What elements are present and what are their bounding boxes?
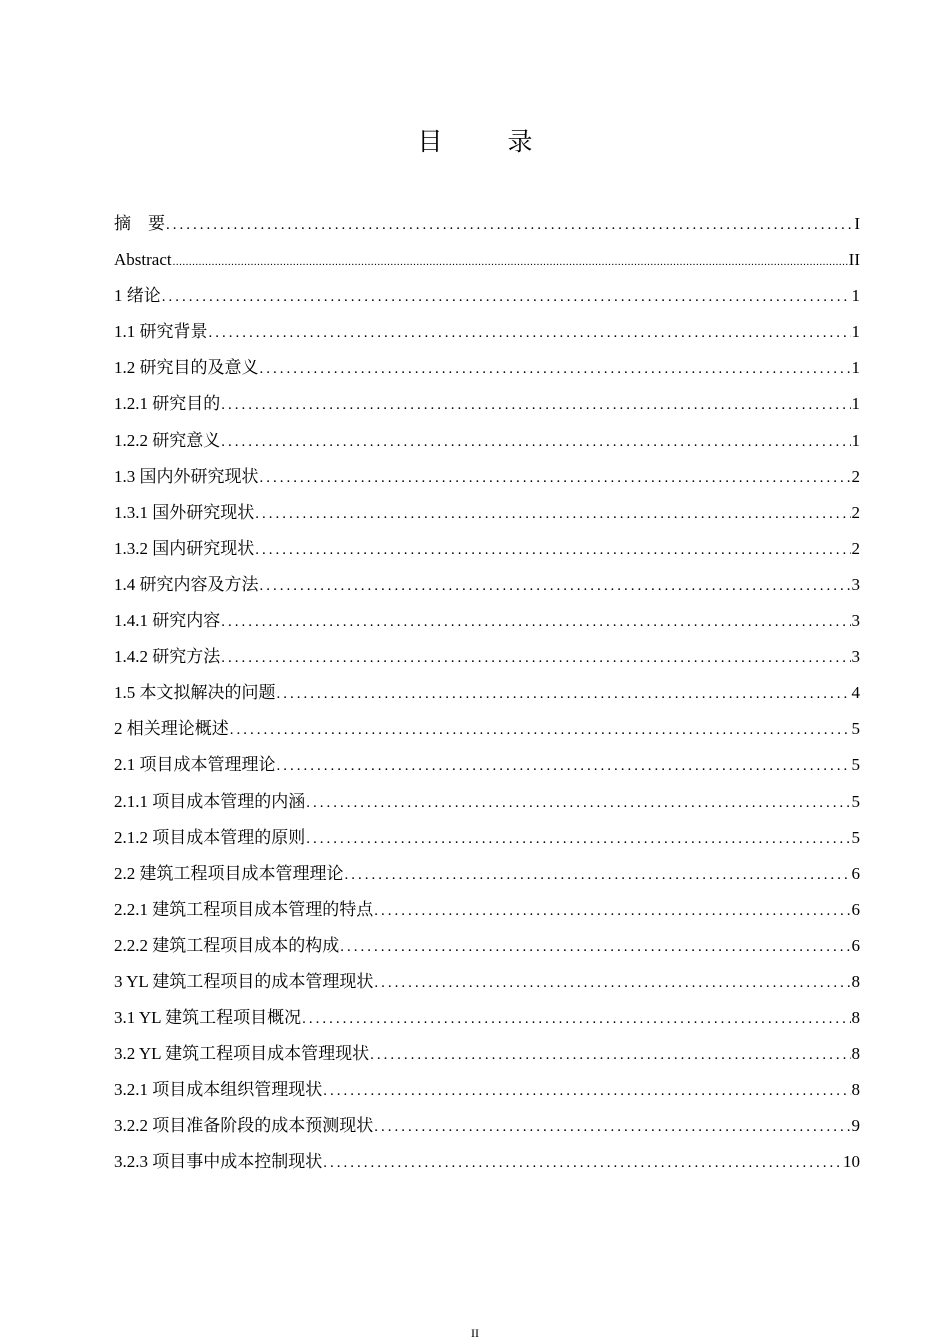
toc-entry[interactable] bbox=[114, 392, 860, 428]
toc-dot-leader bbox=[255, 502, 850, 526]
toc-dot-leader bbox=[173, 250, 848, 274]
toc-entry[interactable] bbox=[114, 790, 860, 826]
toc-entry-page-number: 1 bbox=[851, 286, 860, 306]
toc-entry-page-number: 6 bbox=[851, 935, 860, 955]
toc-entry[interactable] bbox=[114, 429, 860, 465]
toc-entry-label: 2.2.2 建筑工程项目成本的构成 bbox=[114, 935, 340, 955]
toc-entry[interactable] bbox=[114, 212, 860, 248]
toc-entry-label: 3.2.3 项目事中成本控制现状 bbox=[114, 1152, 323, 1172]
toc-entry[interactable] bbox=[114, 573, 860, 609]
toc-entry-page-number: 5 bbox=[851, 719, 860, 739]
toc-entry-label: 2.2.1 建筑工程项目成本管理的特点 bbox=[114, 899, 374, 919]
toc-entry-page-number: 10 bbox=[843, 1152, 860, 1172]
toc-dot-leader bbox=[260, 357, 851, 381]
toc-entry[interactable] bbox=[114, 1006, 860, 1042]
toc-entry-label: 1.1 研究背景 bbox=[114, 322, 208, 342]
table-of-contents bbox=[114, 212, 860, 1187]
toc-entry-label: 1.5 本文拟解决的问题 bbox=[114, 683, 276, 703]
toc-entry[interactable] bbox=[114, 1150, 860, 1186]
toc-entry[interactable] bbox=[114, 645, 860, 681]
toc-entry[interactable] bbox=[114, 465, 860, 501]
toc-entry[interactable] bbox=[114, 717, 860, 753]
toc-entry-label: 1.3 国内外研究现状 bbox=[114, 466, 259, 486]
toc-entry[interactable] bbox=[114, 934, 860, 970]
toc-entry-label: 1.4.2 研究方法 bbox=[114, 647, 221, 667]
toc-entry-label: 3.2.2 项目准备阶段的成本预测现状 bbox=[114, 1116, 374, 1136]
toc-entry-page-number: 8 bbox=[851, 1044, 860, 1064]
toc-entry-page-number: 8 bbox=[851, 1008, 860, 1028]
toc-dot-leader bbox=[323, 1151, 842, 1175]
toc-entry-label: 3.2.1 项目成本组织管理现状 bbox=[114, 1080, 323, 1100]
page-title: 目 录 bbox=[417, 127, 553, 156]
toc-entry-label: 2.1.2 项目成本管理的原则 bbox=[114, 827, 306, 847]
toc-entry-page-number: 3 bbox=[851, 611, 860, 631]
toc-entry[interactable] bbox=[114, 537, 860, 573]
toc-dot-leader bbox=[166, 213, 853, 237]
toc-entry-page-number: 2 bbox=[851, 466, 860, 486]
toc-dot-leader bbox=[221, 430, 850, 454]
toc-entry-page-number: 4 bbox=[851, 683, 860, 703]
toc-entry-label: 2.2 建筑工程项目成本管理理论 bbox=[114, 863, 344, 883]
toc-entry-label: Abstract bbox=[114, 250, 172, 270]
toc-entry-label: 1.2 研究目的及意义 bbox=[114, 358, 259, 378]
toc-entry[interactable] bbox=[114, 1078, 860, 1114]
toc-entry-page-number: 5 bbox=[851, 791, 860, 811]
toc-dot-leader bbox=[340, 935, 850, 959]
toc-dot-leader bbox=[277, 682, 851, 706]
toc-entry-page-number: 1 bbox=[851, 430, 860, 450]
footer-page-number: II bbox=[471, 1326, 479, 1340]
toc-entry-page-number: 2 bbox=[851, 538, 860, 558]
toc-entry[interactable] bbox=[114, 609, 860, 645]
toc-entry-page-number: 9 bbox=[851, 1116, 860, 1136]
toc-entry-label: 3.1 YL 建筑工程项目概况 bbox=[114, 1008, 302, 1028]
toc-entry-page-number: 3 bbox=[851, 574, 860, 594]
toc-entry-label: 2.1.1 项目成本管理的内涵 bbox=[114, 791, 306, 811]
toc-entry-label: 1.3.2 国内研究现状 bbox=[114, 538, 255, 558]
toc-entry-label: 1 绪论 bbox=[114, 286, 161, 306]
toc-entry[interactable] bbox=[114, 320, 860, 356]
toc-dot-leader bbox=[306, 791, 850, 815]
toc-dot-leader bbox=[374, 971, 850, 995]
toc-dot-leader bbox=[221, 393, 850, 417]
toc-entry-page-number: 6 bbox=[851, 863, 860, 883]
toc-entry-label: 1.2.2 研究意义 bbox=[114, 430, 221, 450]
toc-dot-leader bbox=[209, 321, 851, 345]
toc-entry-page-number: 5 bbox=[851, 755, 860, 775]
toc-dot-leader bbox=[221, 610, 850, 634]
toc-entry-page-number: 3 bbox=[851, 647, 860, 667]
toc-entry-label: 1.4 研究内容及方法 bbox=[114, 574, 259, 594]
toc-dot-leader bbox=[260, 466, 851, 490]
toc-entry[interactable] bbox=[114, 1042, 860, 1078]
toc-entry-label: 1.4.1 研究内容 bbox=[114, 611, 221, 631]
toc-entry-label: 摘 要 bbox=[114, 214, 165, 233]
toc-dot-leader bbox=[302, 1007, 850, 1031]
toc-entry-page-number: 1 bbox=[851, 358, 860, 378]
toc-entry[interactable] bbox=[114, 681, 860, 717]
toc-entry-label: 3.2 YL 建筑工程项目成本管理现状 bbox=[114, 1044, 370, 1064]
toc-dot-leader bbox=[374, 899, 850, 923]
toc-entry[interactable] bbox=[114, 862, 860, 898]
toc-entry[interactable] bbox=[114, 284, 860, 320]
toc-dot-leader bbox=[345, 863, 851, 887]
toc-entry-page-number: I bbox=[854, 214, 860, 233]
toc-entry-label: 3 YL 建筑工程项目的成本管理现状 bbox=[114, 971, 374, 991]
toc-dot-leader bbox=[323, 1079, 850, 1103]
toc-entry[interactable] bbox=[114, 356, 860, 392]
toc-entry[interactable] bbox=[114, 248, 860, 284]
toc-entry[interactable] bbox=[114, 898, 860, 934]
toc-entry-label: 2.1 项目成本管理理论 bbox=[114, 755, 276, 775]
toc-dot-leader bbox=[230, 718, 851, 742]
toc-dot-leader bbox=[277, 754, 851, 778]
toc-entry-page-number: 8 bbox=[851, 1080, 860, 1100]
toc-entry-page-number: 5 bbox=[851, 827, 860, 847]
toc-dot-leader bbox=[255, 538, 850, 562]
toc-entry-page-number: 1 bbox=[851, 394, 860, 414]
toc-dot-leader bbox=[306, 827, 850, 851]
toc-dot-leader bbox=[260, 574, 851, 598]
toc-entry-page-number: 1 bbox=[851, 322, 860, 342]
toc-entry-page-number: 2 bbox=[851, 502, 860, 522]
toc-dot-leader bbox=[221, 646, 850, 670]
toc-dot-leader bbox=[374, 1115, 850, 1139]
toc-entry-page-number: 6 bbox=[851, 899, 860, 919]
toc-entry-label: 2 相关理论概述 bbox=[114, 719, 229, 739]
toc-entry[interactable] bbox=[114, 826, 860, 862]
toc-dot-leader bbox=[162, 285, 851, 309]
toc-entry[interactable] bbox=[114, 753, 860, 789]
toc-entry[interactable] bbox=[114, 501, 860, 537]
toc-entry-label: 1.3.1 国外研究现状 bbox=[114, 502, 255, 522]
toc-entry[interactable] bbox=[114, 970, 860, 1006]
toc-entry-page-number: 8 bbox=[851, 971, 860, 991]
toc-entry-label: 1.2.1 研究目的 bbox=[114, 394, 221, 414]
toc-entry-page-number: II bbox=[848, 250, 860, 270]
toc-entry[interactable] bbox=[114, 1114, 860, 1150]
toc-dot-leader bbox=[370, 1043, 850, 1067]
